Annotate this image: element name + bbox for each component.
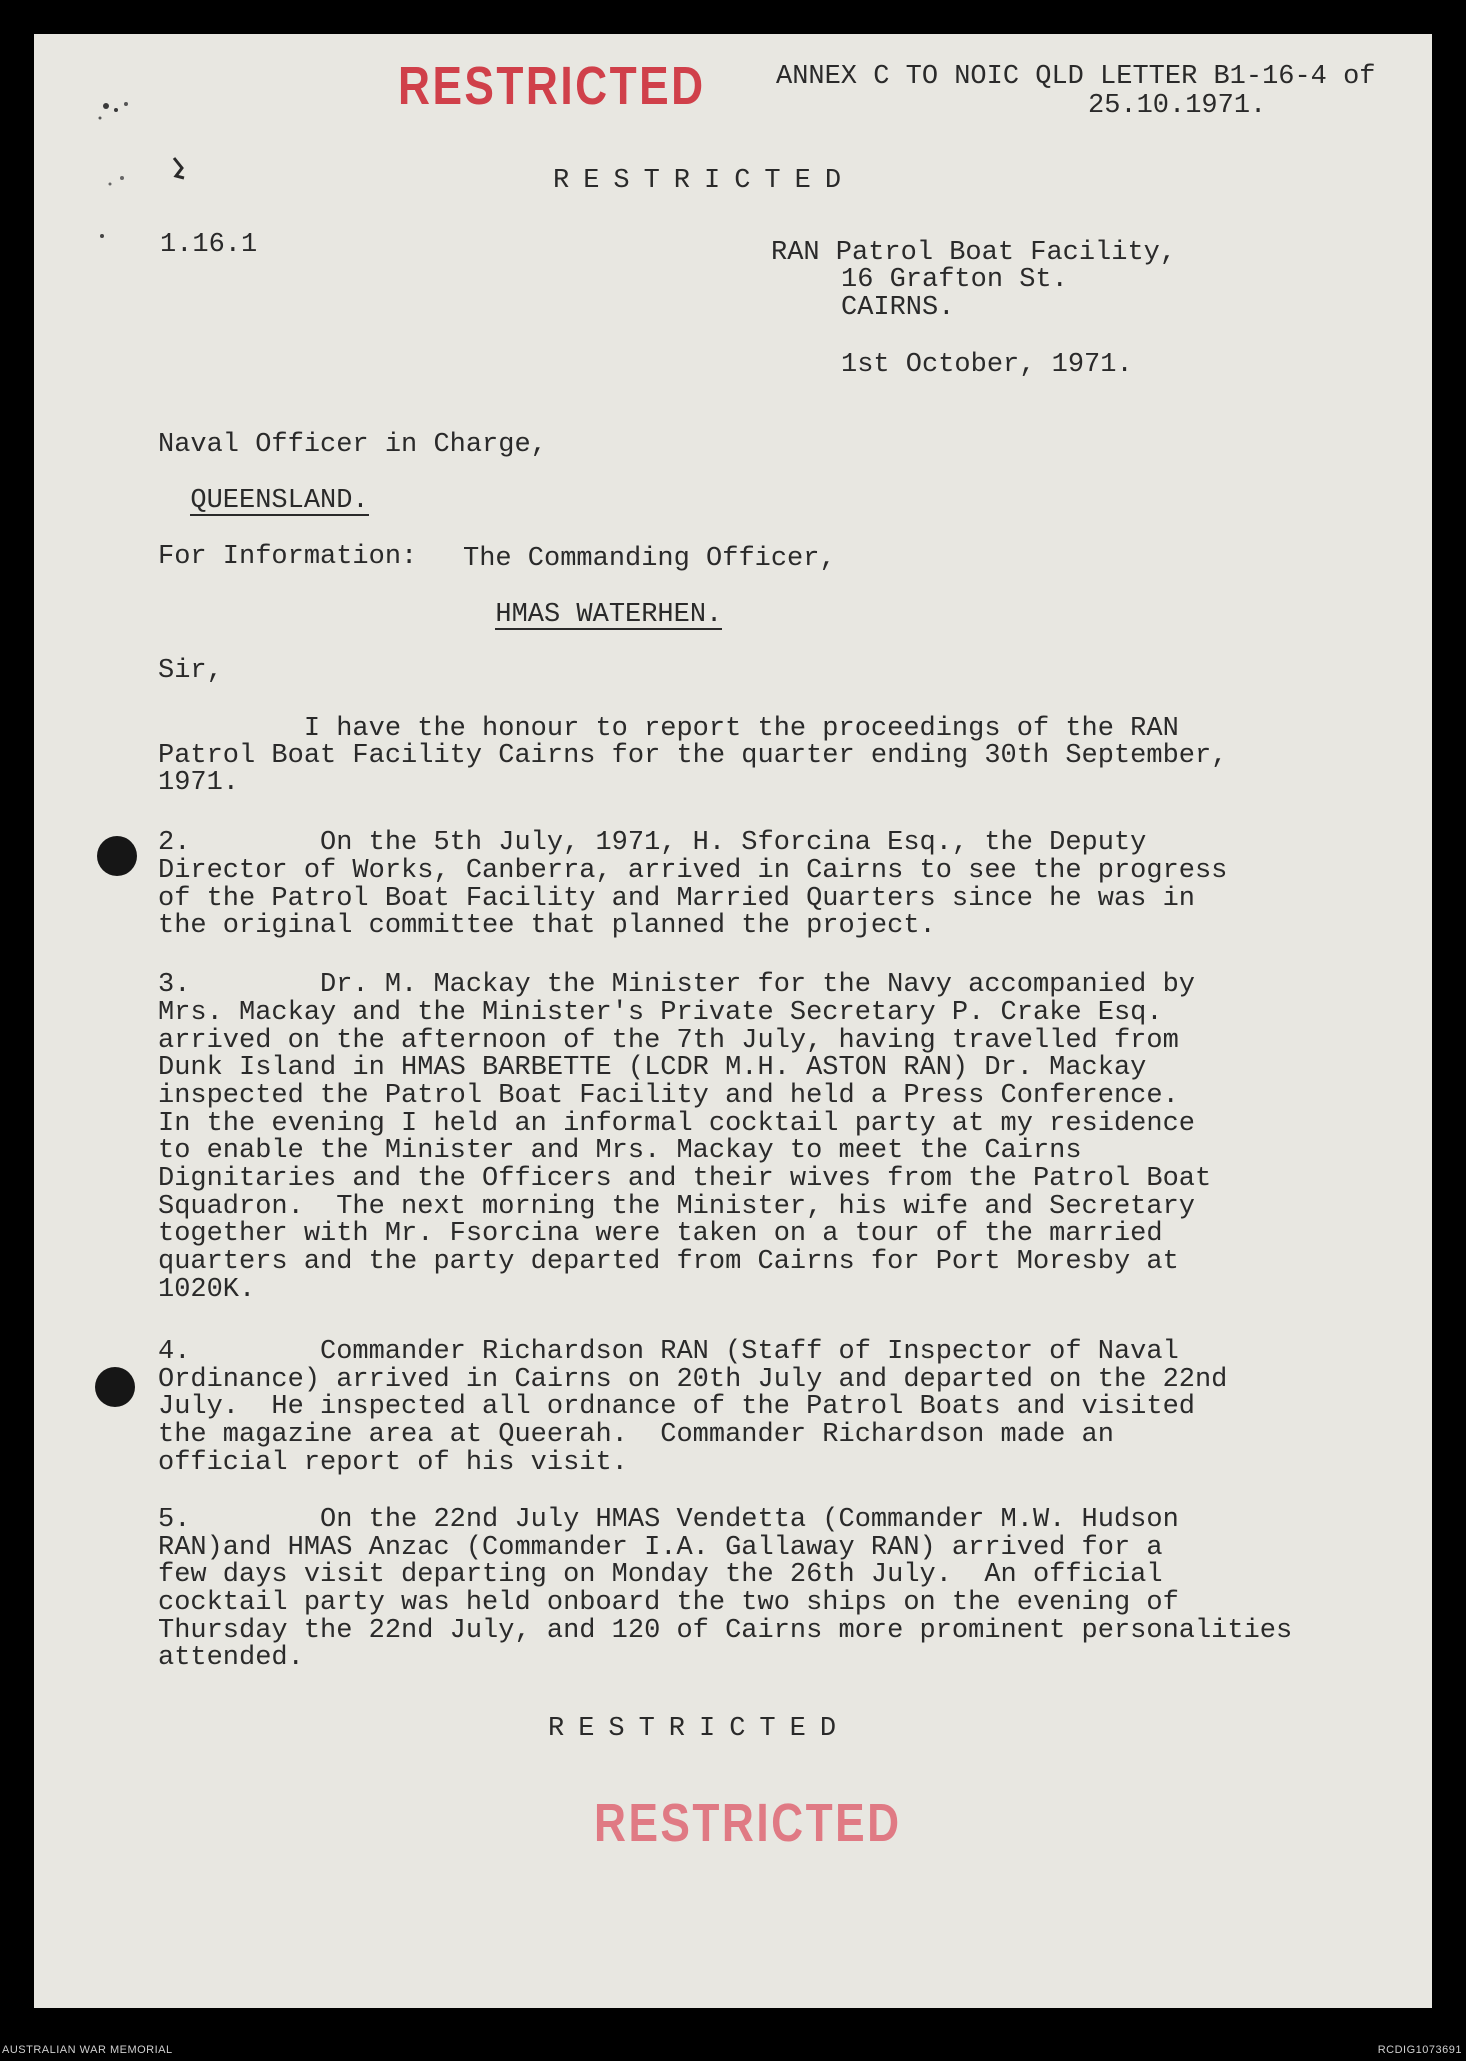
salutation: Sir,	[158, 656, 223, 686]
paragraph-3-line: Squadron. The next morning the Minister, his wife and Secretary	[158, 1192, 1195, 1222]
footer-classification: RESTRICTED	[548, 1714, 851, 1744]
annex-reference-line2: 25.10.1971.	[1088, 91, 1267, 121]
paragraph-3-line: Dignitaries and the Officers and their wives from the Patrol Boat	[158, 1164, 1212, 1194]
sender-address-line1: RAN Patrol Boat Facility,	[771, 238, 1177, 268]
paragraph-2-line: of the Patrol Boat Facility and Married Quarters since he was in	[158, 884, 1195, 914]
for-information-line2-wrapper	[463, 574, 722, 630]
paragraph-5-line: attended.	[158, 1643, 304, 1673]
for-information-line1: The Commanding Officer,	[463, 544, 836, 574]
recipient-line2: QUEENSLAND.	[190, 485, 369, 516]
punch-hole-upper	[97, 836, 137, 876]
paragraph-3-line: Dunk Island in HMAS BARBETTE (LCDR M.H. ASTON RAN) Dr. Mackay	[158, 1053, 1147, 1083]
paragraph-3-line: arrived on the afternoon of the 7th July, having travelled from	[158, 1026, 1179, 1056]
header-classification: RESTRICTED	[553, 166, 856, 196]
paragraph-1-line: 1971.	[158, 768, 240, 798]
recipient-line2-wrapper	[158, 460, 369, 516]
paragraph-4-line: the magazine area at Queerah. Commander Richardson made an	[158, 1420, 1114, 1450]
paragraph-4-line: 4. Commander Richardson RAN (Staff of Inspector of Naval	[158, 1337, 1179, 1367]
paragraph-1-line: I have the honour to report the proceedings of the RAN	[158, 714, 1179, 744]
paragraph-5-line: Thursday the 22nd July, and 120 of Cairns more prominent personalities	[158, 1616, 1293, 1646]
restricted-stamp-bottom: RESTRICTED	[594, 1793, 902, 1853]
paragraph-5-line: few days visit departing on Monday the 26th July. An official	[158, 1560, 1163, 1590]
paragraph-5-line: cocktail party was held onboard the two ships on the evening of	[158, 1588, 1179, 1618]
paragraph-5-line: RAN)and HMAS Anzac (Commander I.A. Gallaway RAN) arrived for a	[158, 1533, 1163, 1563]
recipient-line1: Naval Officer in Charge,	[158, 430, 547, 460]
for-information-label: For Information:	[158, 542, 418, 572]
paragraph-3-line: 3. Dr. M. Mackay the Minister for the Navy accompanied by	[158, 970, 1195, 1000]
file-number: 1.16.1	[160, 230, 258, 260]
sender-address-line2: 16 Grafton St.	[841, 265, 1068, 295]
archive-id: RCDIG1073691	[1377, 2044, 1462, 2056]
paragraph-3-line: quarters and the party departed from Cairns for Port Moresby at	[158, 1247, 1179, 1277]
restricted-stamp-top: RESTRICTED	[398, 56, 706, 116]
paragraph-3-line: to enable the Minister and Mrs. Mackay to meet the Cairns	[158, 1136, 1082, 1166]
annex-reference-line1: ANNEX C TO NOIC QLD LETTER B1-16-4 of	[776, 62, 1376, 92]
paragraph-2-line: 2. On the 5th July, 1971, H. Sforcina Esq., the Deputy	[158, 828, 1147, 858]
letter-date: 1st October, 1971.	[841, 350, 1133, 380]
paragraph-1-line: Patrol Boat Facility Cairns for the quarter ending 30th September,	[158, 741, 1228, 771]
paragraph-3-line: 1020K.	[158, 1275, 256, 1305]
paragraph-3-line: together with Mr. Fsorcina were taken on a tour of the married	[158, 1219, 1163, 1249]
paragraph-3-line: inspected the Patrol Boat Facility and held a Press Conference.	[158, 1081, 1179, 1111]
sender-address-line3: CAIRNS.	[841, 293, 955, 323]
paragraph-3-line: Mrs. Mackay and the Minister's Private Secretary P. Crake Esq.	[158, 998, 1163, 1028]
for-information-line2: HMAS WATERHEN.	[495, 599, 723, 630]
paragraph-4-line: official report of his visit.	[158, 1448, 628, 1478]
archive-credit: AUSTRALIAN WAR MEMORIAL	[2, 2044, 173, 2056]
paragraph-4-line: July. He inspected all ordnance of the Patrol Boats and visited	[158, 1392, 1195, 1422]
paragraph-2-line: Director of Works, Canberra, arrived in Cairns to see the progress	[158, 856, 1228, 886]
paragraph-4-line: Ordinance) arrived in Cairns on 20th July and departed on the 22nd	[158, 1365, 1228, 1395]
paragraph-5-line: 5. On the 22nd July HMAS Vendetta (Commander M.W. Hudson	[158, 1505, 1179, 1535]
paper-damage-marks	[64, 60, 224, 250]
punch-hole-lower	[95, 1367, 135, 1407]
paragraph-3-line: In the evening I held an informal cocktail party at my residence	[158, 1109, 1195, 1139]
paragraph-2-line: the original committee that planned the project.	[158, 911, 936, 941]
